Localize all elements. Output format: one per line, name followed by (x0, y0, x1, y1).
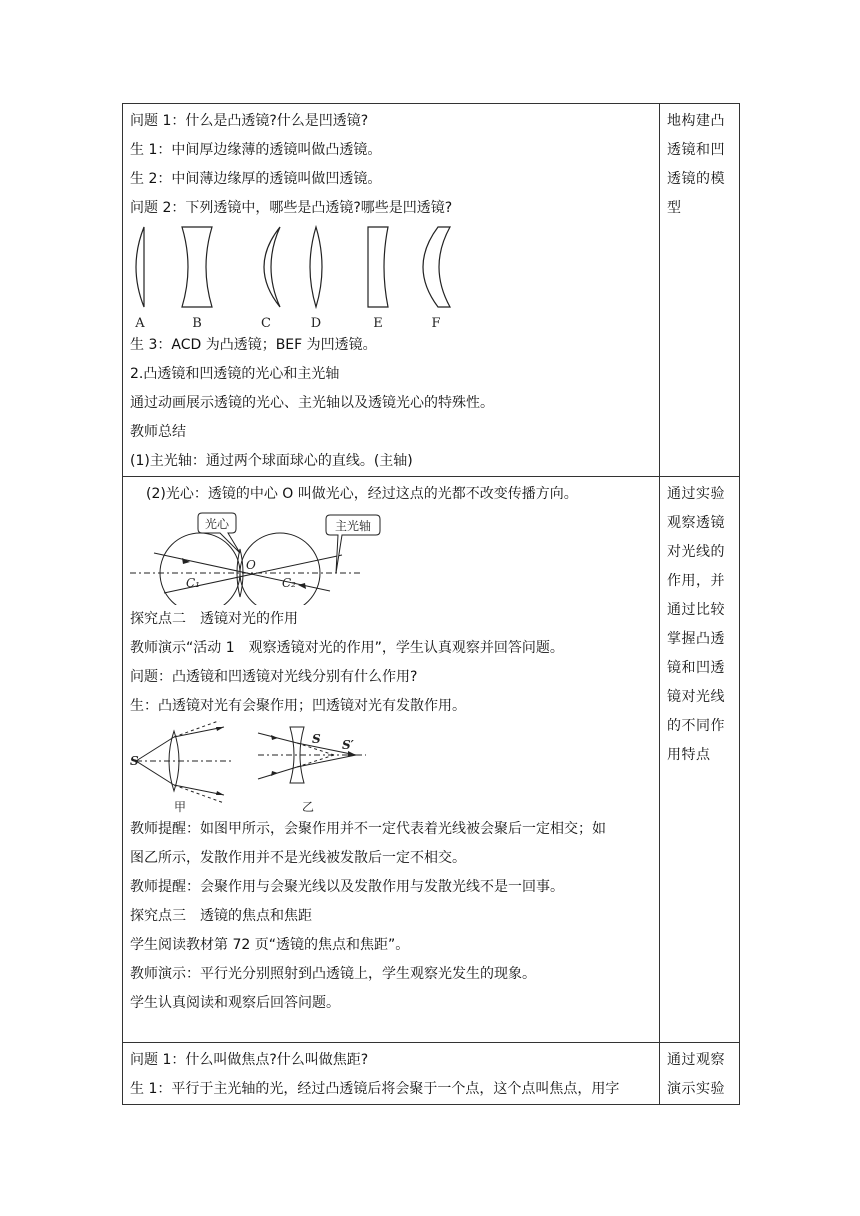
side-note-line: 透镜的模 (667, 171, 725, 187)
side-note-cell (660, 104, 740, 477)
lens-label-a: A (135, 316, 145, 331)
side-note-line: 通过实验 (667, 486, 725, 502)
teacher-reminder-2: 教师提醒：会聚作用与会聚光线以及发散作用与发散光线不是一回事。 (130, 879, 564, 895)
side-note-line: 地构建凸 (667, 113, 725, 129)
caption-jia: 甲 (173, 800, 187, 814)
answer: 生：凸透镜对光有会聚作用；凹透镜对光有发散作用。 (130, 698, 466, 714)
teacher-demo: 教师演示“活动 1 观察透镜对光的作用”，学生认真观察并回答问题。 (130, 640, 564, 656)
summary-point-1: (1)主光轴：通过两个球面球心的直线。(主轴) (130, 453, 413, 469)
paragraph: 通过动画展示透镜的光心、主光轴以及透镜光心的特殊性。 (130, 395, 494, 411)
side-note-line: 镜对光线 (667, 689, 725, 705)
answer-3: 生 3：ACD 为凸透镜；BEF 为凹透镜。 (130, 337, 377, 353)
label-o: O (246, 558, 256, 572)
lens-e-shape (368, 227, 388, 307)
table-row (123, 1043, 740, 1105)
optical-center-figure (130, 509, 390, 605)
side-note-cell (660, 477, 740, 1043)
question-1: 问题 1：什么是凸透镜?什么是凹透镜? (130, 113, 369, 129)
teacher-summary: 教师总结 (130, 424, 186, 440)
section-heading: 探究点三 透镜的焦点和焦距 (130, 908, 312, 924)
content-cell (123, 104, 660, 477)
section-heading: 探究点二 透镜对光的作用 (130, 611, 298, 627)
lens-f-shape (423, 227, 450, 307)
side-note-line: 用特点 (667, 747, 711, 763)
side-note-line: 型 (667, 200, 682, 216)
answer-focal: 生 1：平行于主光轴的光，经过凸透镜后将会聚于一个点，这个点叫焦点，用字 (130, 1081, 620, 1097)
answer-1: 生 1：中间厚边缘薄的透镜叫做凸透镜。 (130, 142, 382, 158)
section-heading: 2.凸透镜和凹透镜的光心和主光轴 (130, 366, 340, 382)
student-task: 学生认真阅读和观察后回答问题。 (130, 995, 340, 1011)
optical-center-definition: (2)光心：透镜的中心 O 叫做光心，经过这点的光都不改变传播方向。 (146, 486, 578, 502)
side-note-line: 掌握凸透 (667, 631, 725, 647)
lens-label-d: D (310, 316, 322, 331)
side-note-line: 的不同作 (667, 718, 725, 734)
content-cell (123, 1043, 660, 1105)
teacher-reminder-cont: 图乙所示，发散作用并不是光线被发散后一定不相交。 (130, 850, 466, 866)
lens-a-shape (136, 227, 144, 307)
lesson-table (122, 103, 740, 1105)
question-focal: 问题 1：什么叫做焦点?什么叫做焦距? (130, 1052, 369, 1068)
table-row (123, 104, 740, 477)
lens-c-shape (264, 227, 280, 307)
teacher-demo: 教师演示：平行光分别照射到凸透镜上，学生观察光发生的现象。 (130, 966, 536, 982)
teacher-reminder: 教师提醒：如图甲所示，会聚作用并不一定代表着光线被会聚后一定相交；如 (130, 821, 606, 837)
side-note-line: 演示实验 (667, 1081, 725, 1097)
question: 问题：凸透镜和凹透镜对光线分别有什么作用? (130, 669, 418, 685)
content-cell (123, 477, 660, 1043)
label-c2: C₂ (282, 576, 296, 590)
lens-label-f: F (431, 316, 441, 331)
label-c1: C₁ (186, 576, 200, 590)
side-note-line: 透镜和凹 (667, 142, 725, 158)
lens-b-shape (182, 227, 212, 307)
label-s-right: S (312, 732, 321, 746)
lens-types-figure (130, 223, 470, 331)
side-note-cell (660, 1043, 740, 1105)
side-note-line: 通过观察 (667, 1052, 725, 1068)
label-s-left: S (130, 754, 139, 768)
lens-label-c: C (261, 316, 271, 331)
table-row (123, 477, 740, 1043)
caption-yi: 乙 (301, 800, 315, 814)
answer-2: 生 2：中间薄边缘厚的透镜叫做凹透镜。 (130, 171, 382, 187)
label-optical-center: 光心 (204, 517, 230, 531)
lens-label-b: B (192, 316, 202, 331)
side-note-line: 镜和凹透 (667, 660, 725, 676)
side-note-line: 对光线的 (667, 544, 725, 560)
side-note-line: 作用，并 (667, 573, 725, 589)
label-main-axis: 主光轴 (334, 519, 372, 533)
label-s-prime: S′ (342, 738, 354, 752)
side-note-line: 观察透镜 (667, 515, 725, 531)
question-2: 问题 2：下列透镜中，哪些是凸透镜?哪些是凹透镜? (130, 200, 453, 216)
lens-d-shape (310, 227, 322, 307)
side-note-line: 通过比较 (667, 602, 725, 618)
reading-task: 学生阅读教材第 72 页“透镜的焦点和焦距”。 (130, 937, 410, 953)
lens-label-e: E (373, 316, 383, 331)
ray-diagram-figure (130, 721, 390, 815)
